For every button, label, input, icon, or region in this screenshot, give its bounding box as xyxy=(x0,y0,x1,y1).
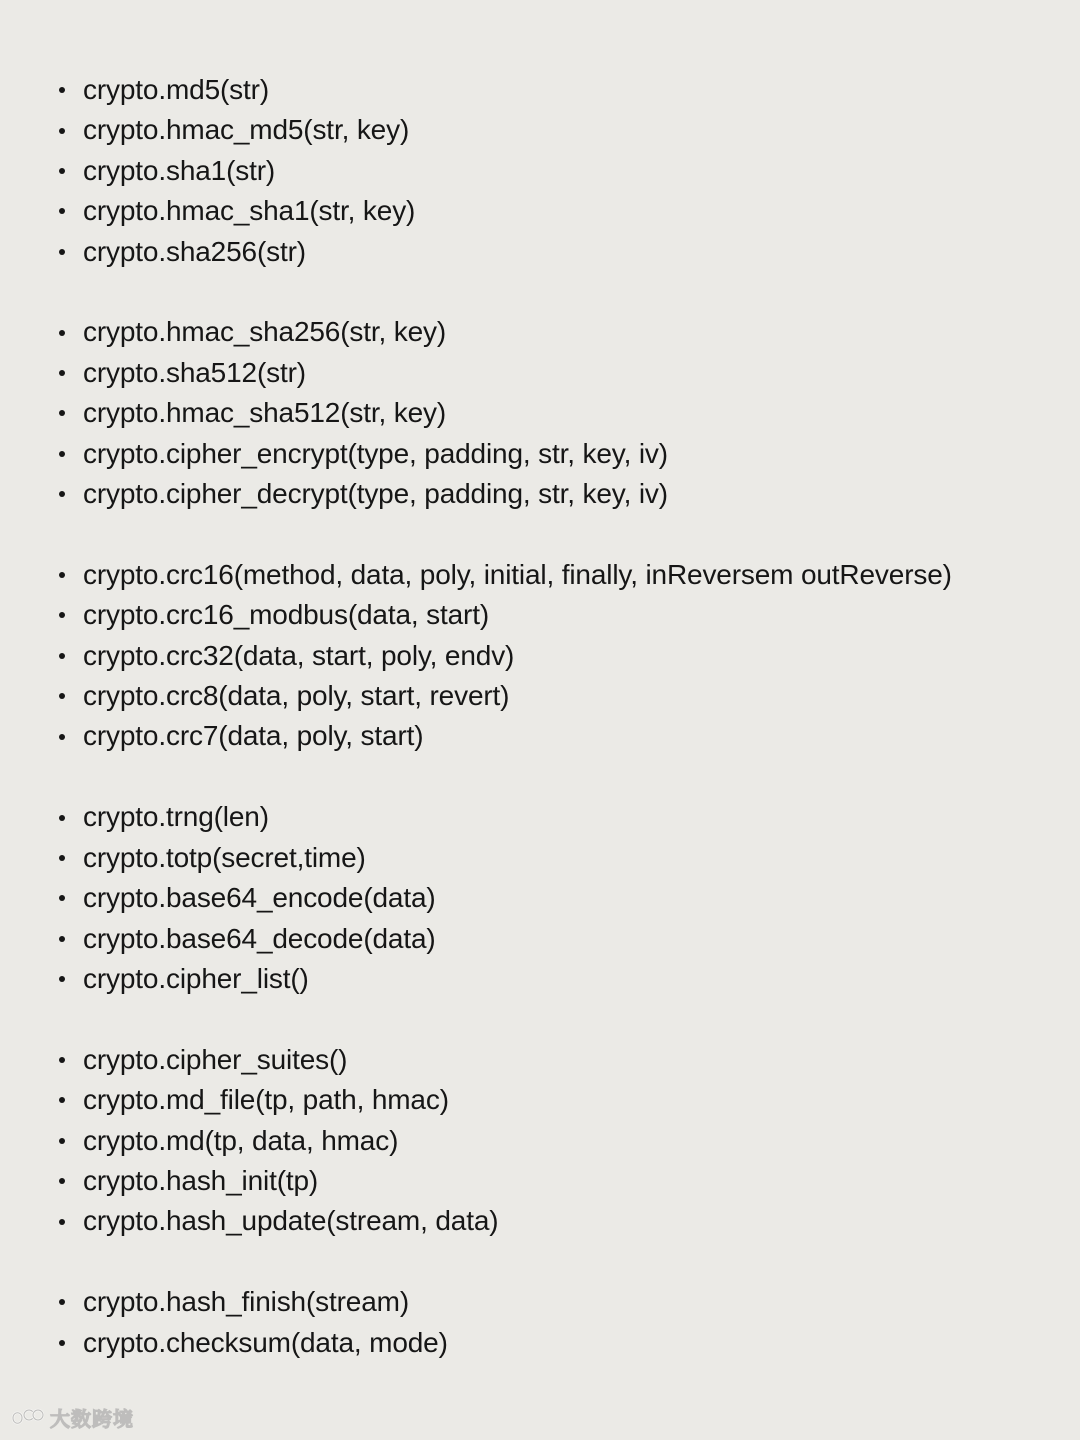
list-item xyxy=(56,838,1060,878)
function-signature: crypto.cipher_suites() xyxy=(83,1043,348,1075)
list-item xyxy=(56,70,1060,110)
list-item xyxy=(56,555,1060,595)
list-item xyxy=(56,1121,1060,1161)
list-item xyxy=(56,1323,1060,1363)
bullet-icon xyxy=(59,572,65,578)
bullet-icon xyxy=(59,370,65,376)
function-signature: crypto.base64_encode(data) xyxy=(83,882,436,914)
bullet-icon xyxy=(59,1097,65,1103)
function-signature: crypto.crc16(method, data, poly, initial, finally, inReversem outReverse) xyxy=(83,558,952,590)
function-signature: crypto.crc16_modbus(data, start) xyxy=(83,599,490,631)
function-group-5 xyxy=(56,1040,1060,1242)
list-item xyxy=(56,1080,1060,1120)
function-signature: crypto.hash_init(tp) xyxy=(83,1164,319,1196)
function-group-4 xyxy=(56,797,1060,999)
function-signature: crypto.sha512(str) xyxy=(83,356,306,388)
watermark-text: 大数跨境 xyxy=(50,1407,134,1431)
function-signature: crypto.crc32(data, start, poly, endv) xyxy=(83,639,515,671)
list-item xyxy=(56,959,1060,999)
bullet-icon xyxy=(59,734,65,740)
bullet-icon xyxy=(59,1178,65,1184)
function-signature: crypto.hmac_sha256(str, key) xyxy=(83,316,447,348)
bullet-icon xyxy=(59,653,65,659)
api-function-list xyxy=(56,70,1060,1404)
brand-logo-icon xyxy=(10,1407,44,1429)
bullet-icon xyxy=(59,612,65,618)
list-item xyxy=(56,1161,1060,1201)
list-item xyxy=(56,676,1060,716)
list-item xyxy=(56,1201,1060,1241)
function-signature: crypto.md_file(tp, path, hmac) xyxy=(83,1084,449,1116)
bullet-icon xyxy=(59,128,65,134)
bullet-icon xyxy=(59,1340,65,1346)
bullet-icon xyxy=(59,87,65,93)
function-signature: crypto.crc8(data, poly, start, revert) xyxy=(83,680,510,712)
bullet-icon xyxy=(59,693,65,699)
function-signature: crypto.cipher_decrypt(type, padding, str, key, iv) xyxy=(83,478,668,510)
list-item xyxy=(56,110,1060,150)
list-item xyxy=(56,474,1060,514)
bullet-icon xyxy=(59,491,65,497)
function-group-2 xyxy=(56,312,1060,514)
function-signature: crypto.md(tp, data, hmac) xyxy=(83,1124,399,1156)
list-item xyxy=(56,797,1060,837)
list-item xyxy=(56,716,1060,756)
function-signature: crypto.crc7(data, poly, start) xyxy=(83,720,424,752)
bullet-icon xyxy=(59,208,65,214)
function-signature: crypto.totp(secret,time) xyxy=(83,841,366,873)
bullet-icon xyxy=(59,410,65,416)
list-item xyxy=(56,434,1060,474)
bullet-icon xyxy=(59,330,65,336)
bullet-icon xyxy=(59,1299,65,1305)
list-item xyxy=(56,636,1060,676)
bullet-icon xyxy=(59,1138,65,1144)
function-signature: crypto.base64_decode(data) xyxy=(83,922,436,954)
bullet-icon xyxy=(59,451,65,457)
bullet-icon xyxy=(59,249,65,255)
function-signature: crypto.sha256(str) xyxy=(83,235,306,267)
function-group-1 xyxy=(56,70,1060,272)
list-item xyxy=(56,595,1060,635)
bullet-icon xyxy=(59,895,65,901)
bullet-icon xyxy=(59,815,65,821)
function-signature: crypto.sha1(str) xyxy=(83,154,276,186)
list-item xyxy=(56,312,1060,352)
function-signature: crypto.hash_update(stream, data) xyxy=(83,1205,499,1237)
bullet-icon xyxy=(59,855,65,861)
bullet-icon xyxy=(59,168,65,174)
list-item xyxy=(56,151,1060,191)
function-signature: crypto.hmac_md5(str, key) xyxy=(83,114,410,146)
list-item xyxy=(56,232,1060,272)
list-item xyxy=(56,393,1060,433)
list-item xyxy=(56,353,1060,393)
bullet-icon xyxy=(59,976,65,982)
function-signature: crypto.cipher_encrypt(type, padding, str, key, iv) xyxy=(83,437,668,469)
bullet-icon xyxy=(59,1219,65,1225)
list-item xyxy=(56,919,1060,959)
function-signature: crypto.hmac_sha1(str, key) xyxy=(83,195,416,227)
list-item xyxy=(56,1282,1060,1322)
function-signature: crypto.cipher_list() xyxy=(83,962,309,994)
function-signature: crypto.md5(str) xyxy=(83,74,269,105)
bullet-icon xyxy=(59,1057,65,1063)
list-item xyxy=(56,1040,1060,1080)
function-group-6 xyxy=(56,1282,1060,1363)
watermark xyxy=(10,1403,134,1432)
function-signature: crypto.hmac_sha512(str, key) xyxy=(83,397,447,429)
list-item xyxy=(56,878,1060,918)
bullet-icon xyxy=(59,936,65,942)
function-group-3 xyxy=(56,555,1060,757)
function-signature: crypto.checksum(data, mode) xyxy=(83,1326,448,1358)
function-signature: crypto.trng(len) xyxy=(83,801,269,833)
function-signature: crypto.hash_finish(stream) xyxy=(83,1286,410,1318)
list-item xyxy=(56,191,1060,231)
